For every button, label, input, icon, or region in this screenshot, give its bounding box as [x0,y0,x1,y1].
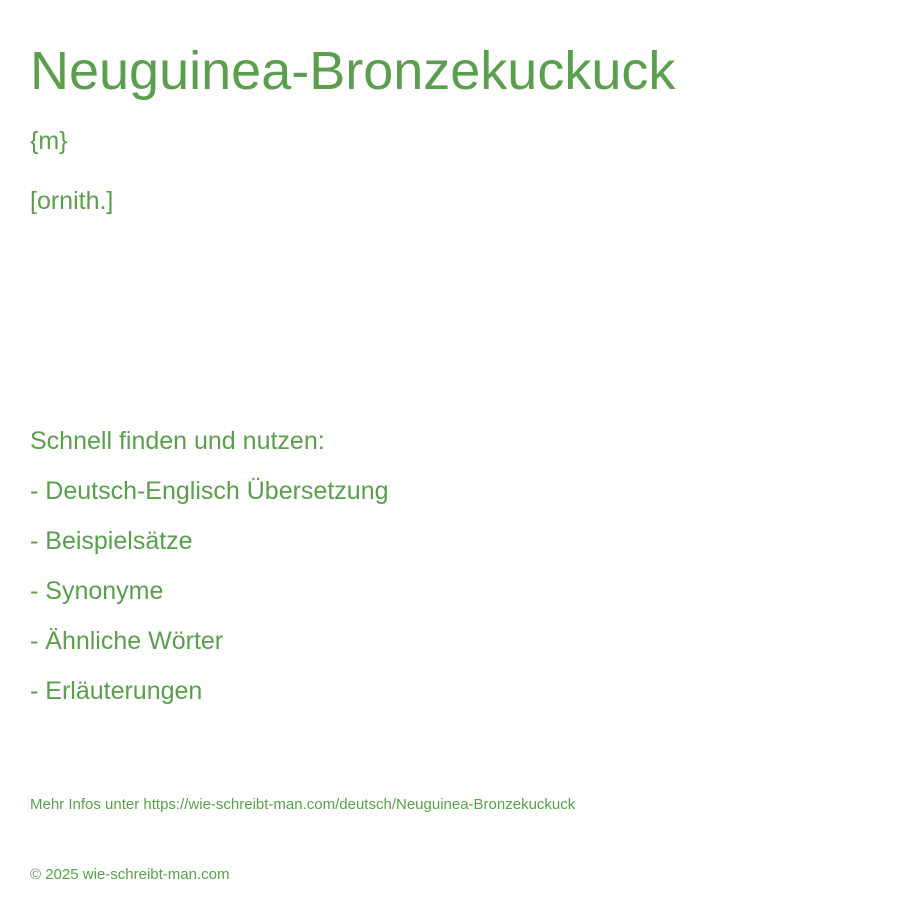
feature-item-synonyms: - Synonyme [30,577,164,605]
copyright-notice: © 2025 wie-schreibt-man.com [30,866,230,883]
page-content [30,0,870,900]
feature-list [30,425,389,725]
feature-item-similar-words: - Ähnliche Wörter [30,627,224,655]
page-title: Neuguinea-Bronzekuckuck [30,41,676,101]
more-info-link[interactable]: https://wie-schreibt-man.com/deutsch/Neuguinea-Bronzekuckuck [143,796,576,813]
feature-list-heading: Schnell finden und nutzen: [30,427,325,455]
feature-item-explanations: - Erläuterungen [30,677,203,705]
feature-item-example-sentences: - Beispielsätze [30,527,193,555]
grammatical-gender: {m} [30,127,68,155]
more-info-line [30,795,575,815]
feature-item-translation: - Deutsch-Englisch Übersetzung [30,477,389,505]
more-info-prefix: Mehr Infos unter [30,796,144,813]
subject-domain-label: [ornith.] [30,187,114,215]
